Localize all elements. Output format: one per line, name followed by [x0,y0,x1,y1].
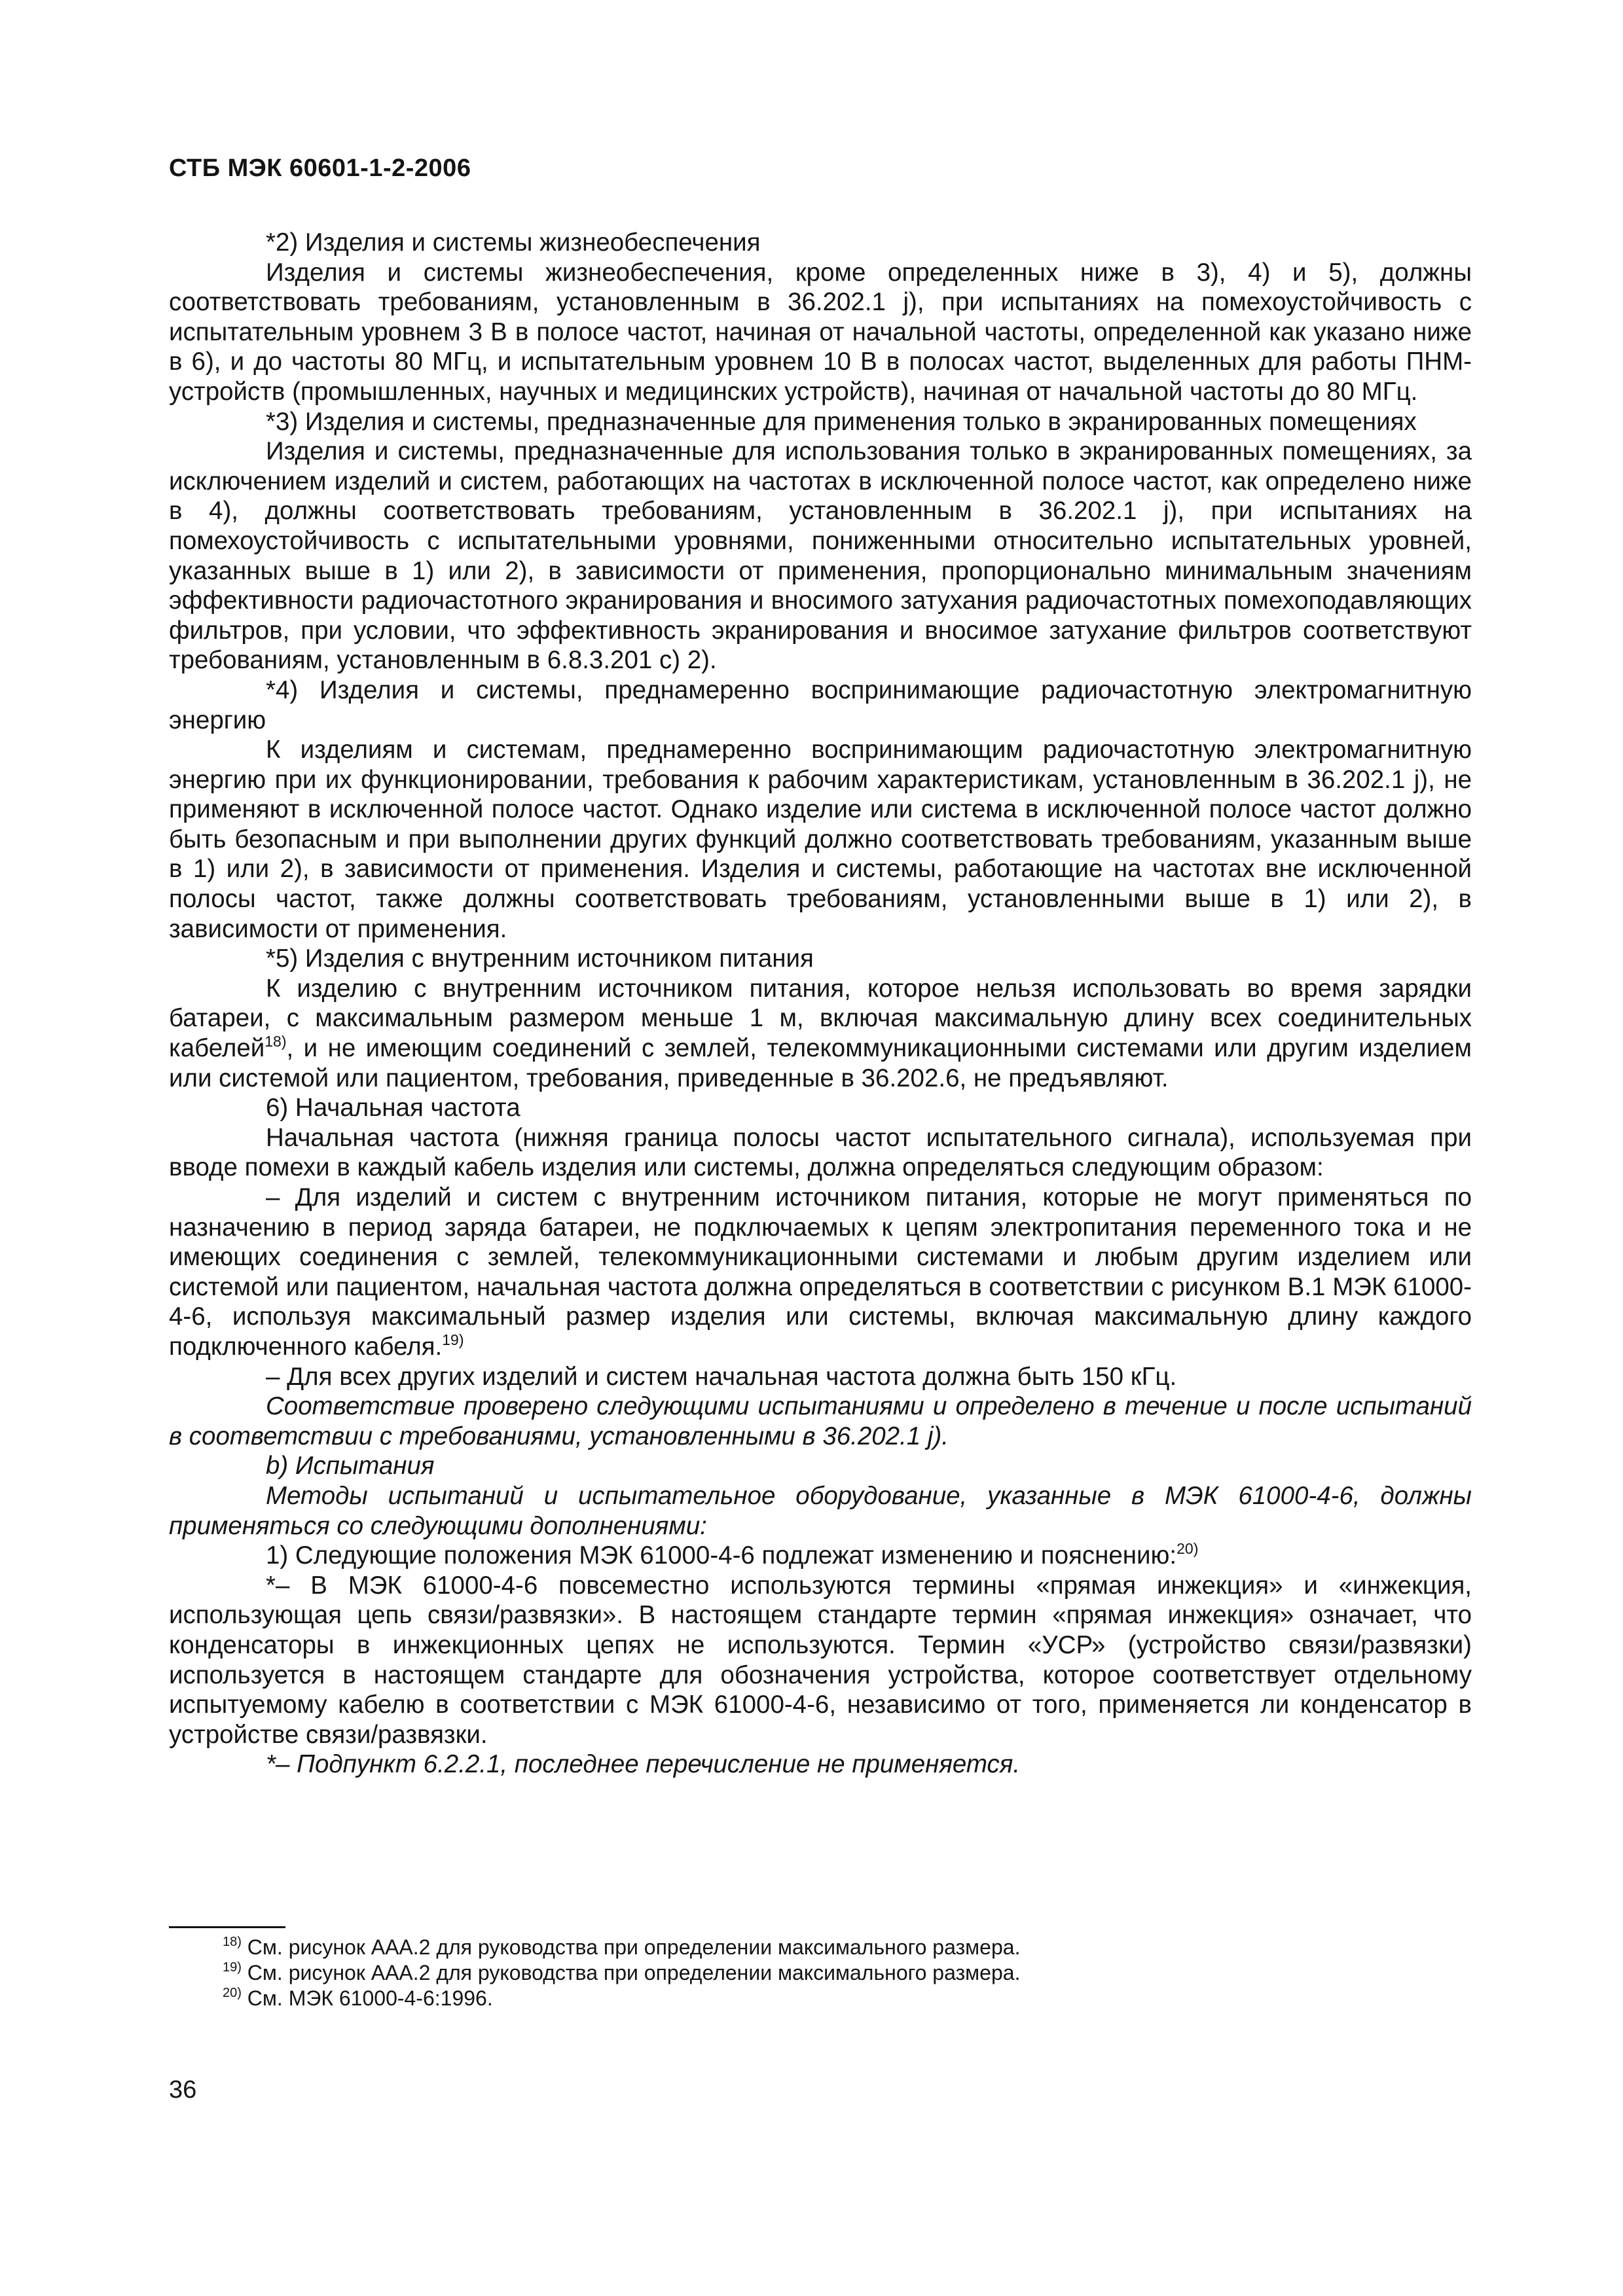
item-5-heading: *5) Изделия с внутренним источником питания [266,944,814,973]
page-number: 36 [169,2076,197,2104]
item-3-paragraph: Изделия и системы, предназначенные для использования только в экранированных помещениях, за исключением изделий и систем, работающих на частотах в исключенной полосе частот, как определено ниже в 4), должны соответствовать требованиям, установленным в 36.202.1 j), при испытаниях на помехоустойчивость с испытательными уровнями, пониженными относительно испытательных уровней, указанных выше в 1) или 2), в зависимости от применения, пропорционально минимальным значениям эффективности радиочастотного экранирования и вносимого затухания радиочастотных помехоподавляющих фильтров, при условии, что эффективность экранирования и вносимое затухание фильтров соответствуют требованиям, установленным в 6.8.3.201 с) 2). [169,437,1472,675]
subclause-not-applicable: *– Подпункт 6.2.2.1, последнее перечисление не применяется. [266,1750,1021,1779]
compliance-statement: Соответствие проверено следующими испытаниями и определено в течение и после испытаний в соответствии с требованиями, установленными в 36.202.1 j). [169,1392,1472,1450]
footnote-ref-18: 18) [264,1033,287,1050]
item-6-paragraph: Начальная частота (нижняя граница полосы частот испытательного сигнала), используемая при вводе помехи в каждый кабель изделия или системы, должна определяться следующим образом: [169,1123,1472,1182]
item-4-paragraph: К изделиям и системам, преднамеренно воспринимающим радиочастотную электромагнитную энергию при их функционировании, требования к рабочим характеристикам, установленным в 36.202.1 j), не применяют в исключенной полосе частот. Однако изделие или система в исключенной полосе частот должно быть безопасным и при выполнении других функций должно соответствовать требованиям, указанным выше в 1) или 2), в зависимости от применения. Изделия и системы, работающие на частотах вне исключенной полосы частот, также должны соответствовать требованиям, установленными выше в 1) или 2), в зависимости от применения. [169,736,1472,943]
footnote-text: См. рисунок ААА.2 для руководства при определении максимального размера. [247,1935,1021,1959]
item-5-text-part-1: К изделию с внутренним источником питания, которое нельзя использовать во время зарядки батареи, с максимальным размером меньше 1 м, включая максимальную длину всех соединительных кабелей [169,974,1472,1063]
footnote-mark: 20) [223,1986,242,2000]
provisions-heading [169,1541,1472,1571]
document-header: СТБ МЭК 60601-1-2-2006 [169,154,471,182]
footnote-ref-19: 19) [442,1331,464,1348]
item-5-paragraph [169,974,1472,1093]
provisions-text: 1) Следующие положения МЭК 61000-4-6 подлежат изменению и пояснению: [266,1541,1177,1570]
document-page [169,0,1472,2296]
footnote-19 [223,1960,1020,1986]
item-6-heading: 6) Начальная частота [266,1094,520,1122]
footnote-text: См. рисунок ААА.2 для руководства при определении максимального размера. [247,1961,1021,1984]
test-methods-paragraph: Методы испытаний и испытательное оборудование, указанные в МЭК 61000-4-6, должны применяться со следующими дополнениями: [169,1481,1472,1540]
injection-terms-paragraph: *– В МЭК 61000-4-6 повсеместно используются термины «прямая инжекция» и «инжекция, использующая цепь связи/развязки». В настоящем стандарте термин «прямая инжекция» означает, что конденсаторы в инжекционных цепях не используются. Термин «УСР» (устройство связи/развязки) используется в настоящем стандарте для обозначения устройства, которое соответствует отдельному испытуемому кабелю в соответствии с МЭК 61000-4-6, независимо от того, применяется ли конденсатор в устройстве связи/развязки. [169,1571,1472,1749]
start-frequency-other: – Для всех других изделий и систем начальная частота должна быть 150 кГц. [266,1362,1177,1391]
footnote-text: См. МЭК 61000-4-6:1996. [247,1986,493,2010]
body-text [169,228,1472,1780]
footnotes [223,1935,1020,2011]
start-frequency-internal-power [169,1183,1472,1362]
tests-heading: b) Испытания [266,1452,435,1480]
item-2-heading: *2) Изделия и системы жизнеобеспечения [266,228,761,257]
item-5-text-part-2: , и не имеющим соединений с землей, телекоммуникационными системами или другим изделием или системой или пациентом, требования, приведенные в 36.202.6, не предъявляют. [169,1034,1472,1092]
footnote-ref-20: 20) [1176,1540,1199,1558]
item-2-paragraph: Изделия и системы жизнеобеспечения, кроме определенных ниже в 3), 4) и 5), должны соответствовать требованиям, установленным в 36.202.1 j), при испытаниях на помехоустойчивость с испытательным уровнем 3 В в полосе частот, начиная от начальной частоты, определенной как указано ниже в 6), и до частоты 80 МГц, и испытательным уровнем 10 В в полосах частот, выделенных для работы ПНМ-устройств (промышленных, научных и медицинских устройств), начиная от начальной частоты до 80 МГц. [169,258,1472,406]
internal-power-text: – Для изделий и систем с внутренним источником питания, которые не могут применяться по назначению в период заряда батареи, не подключаемых к цепям электропитания переменного тока и не имеющих соединения с землей, телекоммуникационными системами и любым другим изделием или системой или пациентом, начальная частота должна определяться в соответствии с рисунком В.1 МЭК 61000-4-6, используя максимальный размер изделия или системы, включая максимальную длину каждого подключенного кабеля. [169,1183,1472,1361]
footnote-20 [223,1986,1020,2011]
item-4-heading: *4) Изделия и системы, преднамеренно воспринимающие радиочастотную электромагнитную энергию [169,675,1472,734]
footnote-separator [169,1926,285,1928]
footnote-mark: 19) [223,1960,242,1975]
footnote-18 [223,1935,1020,1960]
footnote-mark: 18) [223,1935,242,1949]
item-3-heading: *3) Изделия и системы, предназначенные для применения только в экранированных помещениях [266,407,1417,436]
